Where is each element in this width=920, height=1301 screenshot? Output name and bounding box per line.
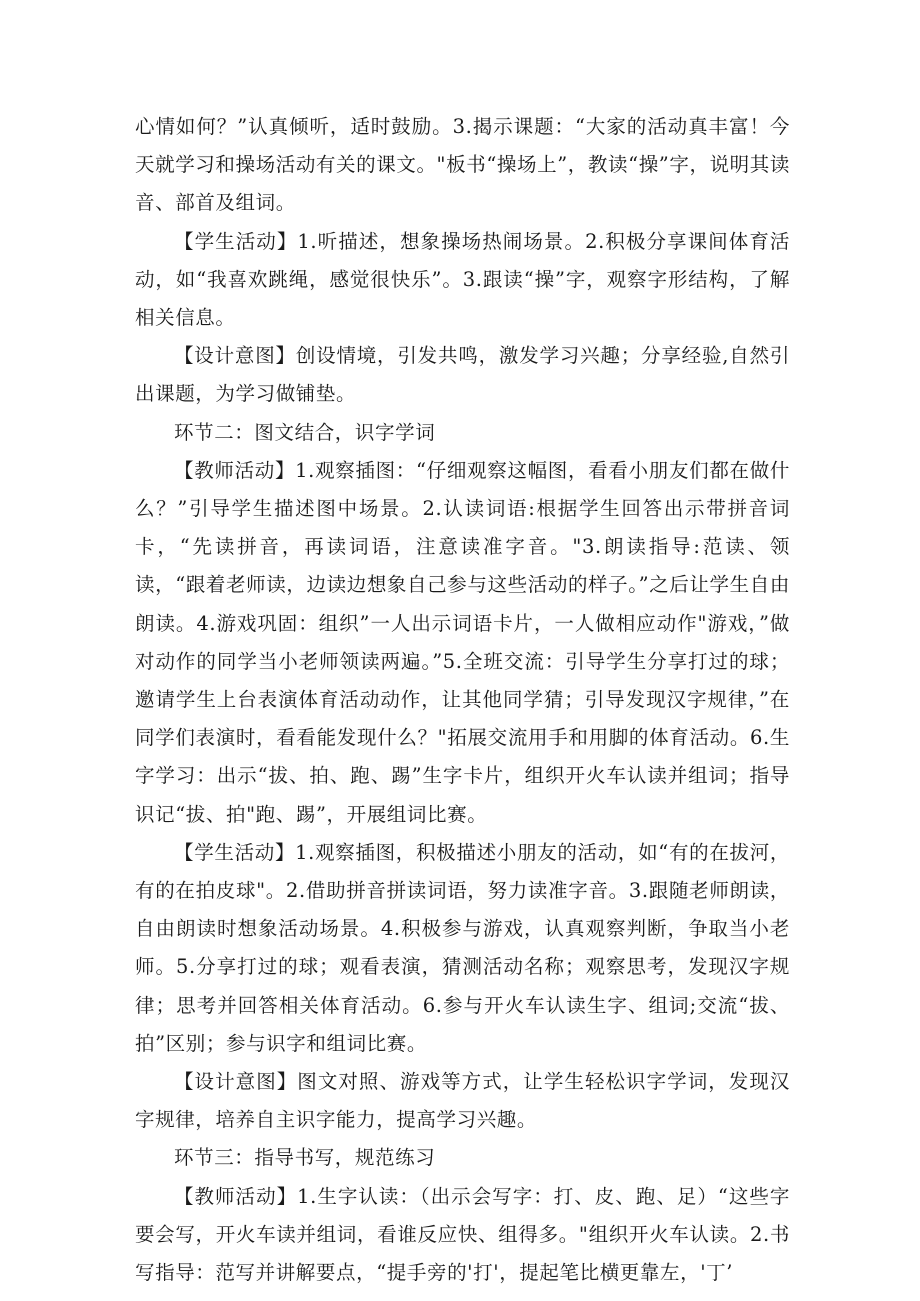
paragraph-student-activity-1: 【学生活动】1.听描述，想象操场热闹场景。2.积极分享课间体育活动，如“我喜欢跳绳，感觉很快乐”。3.跟读“操”字，观察字形结构，了解相关信息。	[135, 229, 790, 330]
paragraph-intro-continuation: 心情如何？”认真倾听，适时鼓励。3.揭示课题：“大家的活动真丰富！今天就学习和操场活动有关的课文。"板书“操场上”，教读“操”字，说明其读音、部首及组词。	[135, 115, 790, 215]
section-heading-2: 环节二：图文结合，识字学词	[174, 420, 436, 444]
paragraph-design-intent-2: 【设计意图】图文对照、游戏等方式，让学生轻松识字学词，发现汉字规律，培养自主识字能力，提高学习兴趣。	[135, 1070, 790, 1132]
section-heading-3: 环节三：指导书写，规范练习	[174, 1146, 436, 1170]
paragraph-student-activity-2: 【学生活动】1.观察插图，积极描述小朋友的活动，如“有的在拔河，有的在拍皮球"。2.借助拼音拼读词语，努力读准字音。3.跟随老师朗读，自由朗读时想象活动场景。4.积极参与游戏，认真观察判断，争取当小老师。5.分享打过的球；观看表演，猜测活动名称；观察思考，发现汉字规律；思考并回答相关体育活动。6.参与开火车认读生字、组词;交流“拔、拍”区别；参与识字和组词比赛。	[135, 840, 790, 1055]
paragraph-teacher-activity-2: 【教师活动】1.观察插图：“仔细观察这幅图，看看小朋友们都在做什么？”引导学生描述图中场景。2.认读词语:根据学生回答出示带拼音词卡，“先读拼音，再读词语，注意读准字音。"3.朗读指导:范读、领读，“跟着老师读，边读边想象自己参与这些活动的样子。”之后让学生自由朗读。4.游戏巩固：组织”一人出示词语卡片，一人做相应动作"游戏，”做对动作的同学当小老师领读两遍。”5.全班交流：引导学生分享打过的球；邀请学生上台表演体育活动动作，让其他同学猜；引导发现汉字规律，”在同学们表演时，看看能发现什么？"拓展交流用手和用脚的体育活动。6.生字学习：出示“拔、拍、跑、踢”生字卡片，组织开火车认读并组词；指导识记“拔、拍"跑、踢”，开展组词比赛。	[135, 458, 790, 826]
paragraph-teacher-activity-3: 【教师活动】1.生字认读：（出示会写字：打、皮、跑、足）“这些字要会写，开火车读并组词，看谁反应快、组得多。"组织开火车认读。2.书写指导：范写并讲解要点，“提手旁的'打'，提起笔比横更靠左，'丁’	[135, 1184, 790, 1285]
paragraph-design-intent-1: 【设计意图】创设情境，引发共鸣，激发学习兴趣；分享经验,自然引出课题，为学习做铺垫。	[135, 344, 790, 406]
